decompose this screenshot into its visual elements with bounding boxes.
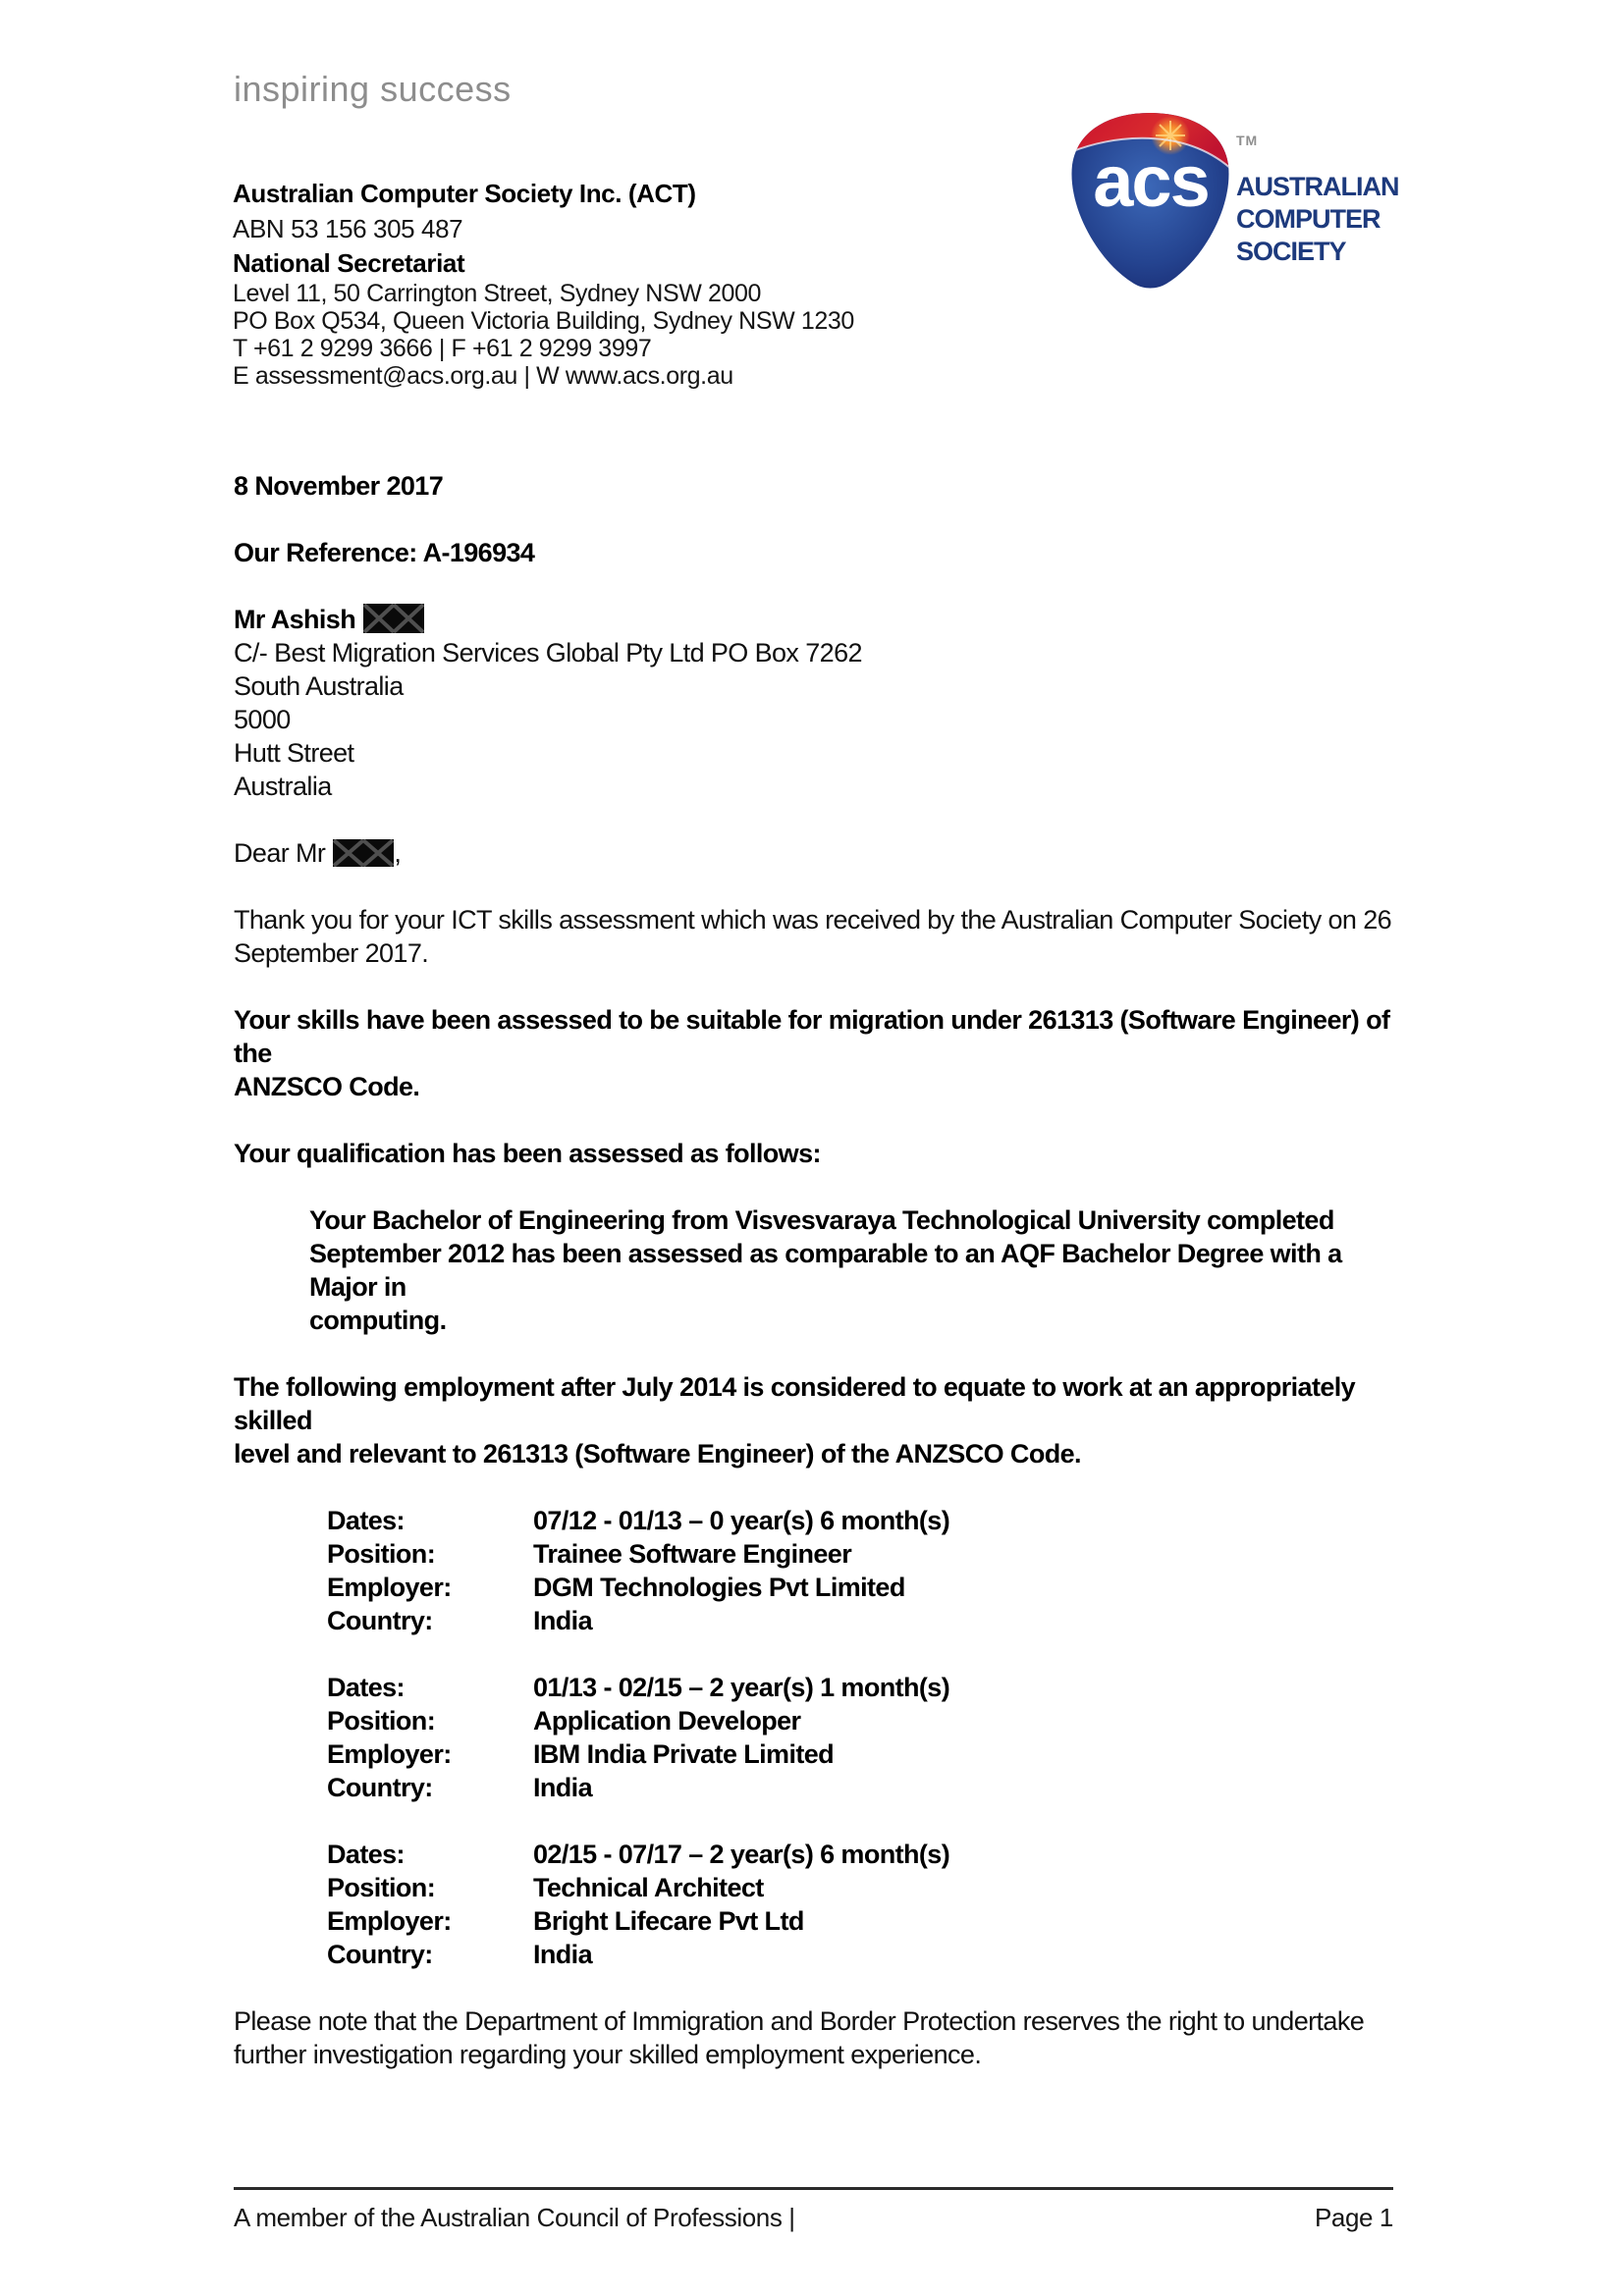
employment-row-country [234,1604,1393,1637]
date-line: 8 November 2017 [234,471,444,501]
recipient-name: Mr Ashish [234,605,356,634]
text-line: The following employment after July 2014 is considered to equate to work at an appropriately skilled [234,1372,1356,1435]
dates-label: Dates: [327,1506,405,1535]
redacted-surname [363,604,424,633]
employment-block-1 [234,1504,1393,1637]
employment-row-dates [234,1838,1393,1871]
letter-body [234,469,1393,2071]
footer-rule [234,2187,1393,2190]
country-label: Country: [327,1606,433,1635]
position-value: Application Developer [533,1706,801,1735]
employer-value: Bright Lifecare Pvt Ltd [533,1906,804,1936]
employer-label: Employer: [327,1573,452,1602]
org-abn: ABN 53 156 305 487 [233,214,463,243]
acs-logo [1068,111,1407,302]
employment-row-employer [234,1904,1393,1938]
dates-value: 02/15 - 07/17 – 2 year(s) 6 month(s) [533,1840,950,1869]
text-line: ANZSCO Code. [234,1072,420,1101]
tagline: inspiring success [234,69,512,109]
para-thanks [234,903,1393,970]
org-name: Australian Computer Society Inc. (ACT) [233,179,696,208]
country-value: India [533,1940,593,1969]
text-line: level and relevant to 261313 (Software Engineer) of the ANZSCO Code. [234,1439,1081,1468]
org-address-line1: Level 11, 50 Carrington Street, Sydney NSW 2000 [233,280,761,307]
text-line: Hutt Street [234,738,354,768]
position-value: Technical Architect [533,1873,764,1902]
position-value: Trainee Software Engineer [533,1539,852,1569]
acs-shield-icon [1068,111,1232,292]
footer [234,2201,1393,2234]
employer-value: IBM India Private Limited [533,1739,835,1769]
recipient-name-line [234,603,1393,636]
dates-value: 01/13 - 02/15 – 2 year(s) 1 month(s) [533,1673,950,1702]
country-label: Country: [327,1773,433,1802]
para-qualification-detail [309,1203,1393,1337]
employment-row-position [234,1537,1393,1571]
svg-text:acs: acs [1093,140,1209,222]
org-address-line2: PO Box Q534, Queen Victoria Building, Sydney NSW 1230 [233,307,854,335]
footer-membership-text: A member of the Australian Council of Professions | [234,2203,795,2232]
employment-block-3 [234,1838,1393,1971]
country-label: Country: [327,1940,433,1969]
text-line: Please note that the Department of Immigration and Border Protection reserves the right to undertake [234,2006,1365,2036]
employment-row-position [234,1871,1393,1904]
employment-row-employer [234,1737,1393,1771]
trademark-symbol: TM [1236,133,1259,148]
position-label: Position: [327,1706,436,1735]
org-header [233,177,854,390]
salutation-line [234,836,1393,870]
text-line: Your Bachelor of Engineering from Visvesvaraya Technological University completed [309,1205,1334,1235]
text-line: computing. [309,1306,447,1335]
org-email-web: E assessment@acs.org.au | W www.acs.org.au [233,362,733,390]
org-dept: National Secretariat [233,248,465,278]
para-note [234,2004,1393,2071]
employment-row-dates [234,1671,1393,1704]
text-line: SOCIETY [1236,237,1346,266]
employer-label: Employer: [327,1906,452,1936]
position-label: Position: [327,1873,436,1902]
org-phone-fax: T +61 2 9299 3666 | F +61 2 9299 3997 [233,335,652,362]
recipient-address [234,636,1393,803]
para-employment-intro [234,1370,1393,1470]
text-line: 5000 [234,705,291,734]
text-line: C/- Best Migration Services Global Pty Ltd PO Box 7262 [234,638,862,667]
dates-label: Dates: [327,1673,405,1702]
text-line: South Australia [234,671,404,701]
position-label: Position: [327,1539,436,1569]
text-line: Your qualification has been assessed as follows: [234,1139,821,1168]
employment-row-dates [234,1504,1393,1537]
employment-row-position [234,1704,1393,1737]
employer-label: Employer: [327,1739,452,1769]
dates-label: Dates: [327,1840,405,1869]
para-qualification-heading [234,1137,1393,1170]
text-line: AUSTRALIAN [1236,172,1399,201]
country-value: India [533,1773,593,1802]
country-value: India [533,1606,593,1635]
acs-wordmark [1236,171,1399,268]
redacted-salutation-name [333,839,394,867]
employment-row-employer [234,1571,1393,1604]
text-line: Your skills have been assessed to be suitable for migration under 261313 (Software Engineer) of the [234,1005,1390,1068]
employer-value: DGM Technologies Pvt Limited [533,1573,905,1602]
reference-line: Our Reference: A-196934 [234,538,535,567]
text-line: Thank you for your ICT skills assessment which was received by the Australian Computer Society on 26 [234,905,1392,934]
page-number: Page 1 [1314,2203,1393,2232]
text-line: further investigation regarding your skilled employment experience. [234,2040,982,2069]
dates-value: 07/12 - 01/13 – 0 year(s) 6 month(s) [533,1506,950,1535]
employment-block-2 [234,1671,1393,1804]
text-line: Australia [234,772,332,801]
salutation-comma: , [394,838,402,868]
text-line: September 2012 has been assessed as comparable to an AQF Bachelor Degree with a Major in [309,1239,1342,1302]
para-skills-outcome [234,1003,1393,1103]
employment-row-country [234,1771,1393,1804]
employment-row-country [234,1938,1393,1971]
salutation-prefix: Dear Mr [234,838,326,868]
text-line: COMPUTER [1236,204,1380,234]
text-line: September 2017. [234,938,429,968]
